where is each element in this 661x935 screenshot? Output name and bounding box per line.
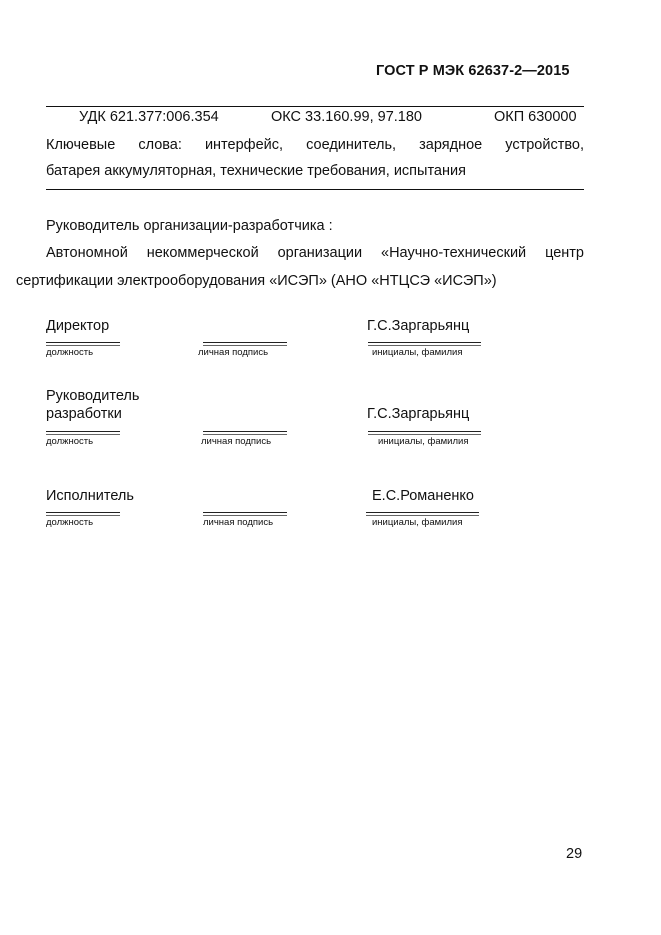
position-underline bbox=[46, 512, 120, 513]
signature-caption: личная подпись bbox=[203, 517, 274, 528]
page-number: 29 bbox=[566, 846, 583, 862]
signature-underline bbox=[203, 512, 287, 513]
organization-word: некоммерческой bbox=[146, 245, 259, 261]
keywords-word: устройство, bbox=[505, 137, 584, 153]
oks-code: ОКС 33.160.99, 97.180 bbox=[271, 109, 422, 125]
name-underline bbox=[368, 431, 481, 432]
keywords-line-2: батарея аккумуляторная, технические требования, испытания bbox=[46, 163, 466, 179]
keywords-word: слова: bbox=[138, 137, 182, 153]
signature-underline-lower bbox=[203, 434, 287, 435]
position-caption: должность bbox=[46, 347, 94, 358]
signature-underline bbox=[203, 342, 287, 343]
name-caption: инициалы, фамилия bbox=[372, 347, 463, 358]
name-caption: инициалы, фамилия bbox=[372, 517, 463, 528]
signatory-name-director: Г.С.Заргарьянц bbox=[367, 318, 470, 334]
signature-caption: личная подпись bbox=[198, 347, 269, 358]
signature-underline bbox=[203, 431, 287, 432]
signatory-role-head-line-1: Руководитель bbox=[46, 388, 140, 404]
signatory-name-executor: Е.С.Романенко bbox=[372, 488, 474, 504]
keywords-word: зарядное bbox=[419, 137, 483, 153]
name-underline-lower bbox=[368, 434, 481, 435]
position-caption: должность bbox=[46, 517, 94, 528]
name-underline-lower bbox=[366, 515, 479, 516]
keywords-word: соединитель, bbox=[306, 137, 397, 153]
organization-word: организации bbox=[277, 245, 363, 261]
organization-word: центр bbox=[545, 245, 584, 261]
name-underline-lower bbox=[368, 345, 481, 346]
organization-word: Автономной bbox=[46, 245, 128, 261]
organization-line-2: сертификации электрооборудования «ИСЭП» (АНО «НТЦСЭ «ИСЭП») bbox=[16, 273, 497, 289]
position-underline-lower bbox=[46, 345, 120, 346]
document-standard-number: ГОСТ Р МЭК 62637-2—2015 bbox=[376, 63, 570, 79]
signatory-role-director: Директор bbox=[46, 318, 110, 334]
signature-caption: личная подпись bbox=[201, 436, 272, 447]
signature-underline-lower bbox=[203, 345, 287, 346]
signature-underline-lower bbox=[203, 515, 287, 516]
keywords-word: интерфейс, bbox=[204, 137, 284, 153]
okp-code: ОКП 630000 bbox=[494, 109, 577, 125]
organization-word: «Научно-технический bbox=[381, 245, 527, 261]
position-caption: должность bbox=[46, 436, 94, 447]
signatory-name-head: Г.С.Заргарьянц bbox=[367, 406, 470, 422]
name-underline bbox=[366, 512, 479, 513]
keywords-word: Ключевые bbox=[46, 137, 116, 153]
position-underline-lower bbox=[46, 515, 120, 516]
signatory-role-executor: Исполнитель bbox=[46, 488, 134, 504]
position-underline bbox=[46, 342, 120, 343]
top-rule bbox=[46, 106, 584, 107]
name-underline bbox=[368, 342, 481, 343]
organization-line-1 bbox=[46, 245, 584, 261]
position-underline bbox=[46, 431, 120, 432]
keywords-line-1 bbox=[46, 137, 584, 153]
bottom-rule bbox=[46, 189, 584, 190]
organization-heading: Руководитель организации-разработчика : bbox=[46, 218, 333, 234]
udk-code: УДК 621.377:006.354 bbox=[79, 109, 219, 125]
position-underline-lower bbox=[46, 434, 120, 435]
name-caption: инициалы, фамилия bbox=[378, 436, 469, 447]
signatory-role-head-line-2: разработки bbox=[46, 406, 122, 422]
